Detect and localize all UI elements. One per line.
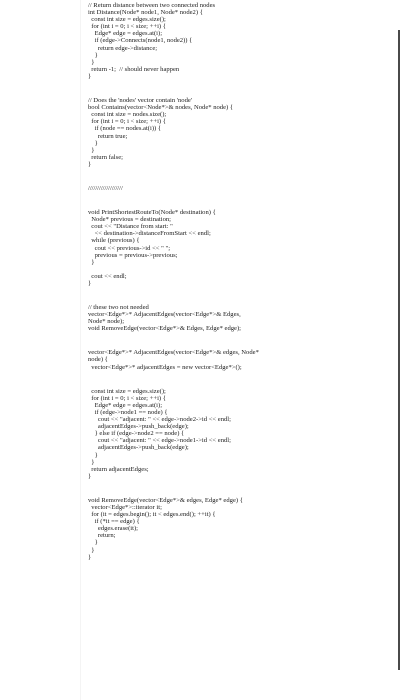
code-line: for (int i = 0; i < size; ++i) { — [88, 118, 166, 126]
code-line: } — [88, 546, 95, 554]
code-line: } else if (edge->node2 == node) { — [88, 430, 185, 438]
adjacent-edges-body-block — [88, 388, 404, 480]
code-line: } — [88, 451, 98, 459]
code-line: return edge->distance; — [88, 44, 158, 52]
code-line: if (edge->Connects(node1, node2)) { — [88, 37, 193, 45]
code-line: cout << "Distance from start: " — [88, 223, 173, 231]
code-line: void PrintShortestRouteTo(Node* destination) { — [88, 209, 216, 217]
code-line: cout << "adjacent: " << edge->node2->id << endl; — [88, 416, 231, 424]
code-line: cout << previous->id << " "; — [88, 244, 171, 252]
code-line: adjacentEdges->push_back(edge); — [88, 423, 189, 431]
code-line: if (edge->node1 == node) { — [88, 408, 168, 416]
code-line: // Return distance between two connected nodes — [88, 2, 216, 9]
code-line: const int size = edges.size(); — [88, 16, 166, 24]
code-line: // Does the 'nodes' vector contain 'node' — [88, 97, 192, 105]
code-line: } — [88, 279, 92, 287]
code-line: } — [88, 72, 92, 80]
code-line: cout << "adjacent: " << edge->node1->id << endl; — [88, 437, 231, 445]
code-line: vector<Edge*>* AdjacentEdges(vector<Edge*>& edges, Node* — [88, 349, 259, 357]
code-line: Node* node); — [88, 318, 125, 326]
code-line: return; — [88, 532, 116, 540]
declarations-block — [88, 304, 404, 332]
code-line: node) { — [88, 356, 108, 364]
code-line: } — [88, 160, 92, 168]
code-line: edges.erase(it); — [88, 525, 138, 533]
adjacent-edges-header-block — [88, 349, 404, 370]
code-line: const int size = nodes.size(); — [88, 111, 167, 119]
code-line: vector<Edge*>* adjacentEdges = new vector<Edge*>(); — [88, 363, 242, 371]
code-line: // these two not needed — [88, 304, 149, 311]
code-line: bool Contains(vector<Node*>& nodes, Node* node) { — [88, 104, 234, 112]
code-line: for (int i = 0; i < size; ++i) { — [88, 394, 166, 402]
code-line: << destination->distanceFromStart << endl; — [88, 230, 211, 238]
code-line: return true; — [88, 132, 128, 140]
code-line: if (*it == edge) { — [88, 518, 140, 526]
code-line: adjacentEdges->push_back(edge); — [88, 444, 189, 452]
code-line: } — [88, 553, 92, 561]
code-line: } — [88, 58, 95, 66]
code-line: return -1; // should never happen — [88, 65, 180, 73]
vertical-scroll-indicator — [398, 30, 400, 670]
code-line: void RemoveEdge(vector<Edge*>& Edges, Edge* edge); — [88, 325, 242, 333]
code-line: return adjacentEdges; — [88, 465, 149, 473]
code-line: const int size = edges.size(); — [88, 387, 166, 395]
code-line: Edge* edge = edges.at(i); — [88, 30, 163, 38]
distance-function-block — [88, 2, 404, 80]
code-line: Node* previous = destination; — [88, 216, 172, 224]
print-route-function-block — [88, 209, 404, 287]
code-line: while (previous) { — [88, 237, 140, 245]
code-listing — [88, 2, 404, 561]
code-line: } — [88, 51, 98, 59]
code-line: return false; — [88, 153, 123, 161]
code-line: } — [88, 472, 92, 480]
code-line: int Distance(Node* node1, Node* node2) { — [88, 9, 203, 17]
code-line: vector<Edge*>* AdjacentEdges(vector<Edge*>& Edges, — [88, 311, 241, 319]
comment-separator: /////////////////// — [88, 184, 123, 192]
remove-edge-function-block — [88, 497, 404, 561]
code-line: } — [88, 139, 98, 147]
code-line: void RemoveEdge(vector<Edge*>& edges, Edge* edge) { — [88, 496, 243, 504]
code-line: cout << endl; — [88, 272, 127, 280]
code-line: } — [88, 258, 95, 266]
code-line: for (int i = 0; i < size; ++i) { — [88, 23, 166, 31]
code-line: Edge* edge = edges.at(i); — [88, 401, 163, 409]
contains-function-block — [88, 97, 404, 168]
code-line: vector<Edge*>::iterator it; — [88, 503, 162, 511]
code-line: previous = previous->previous; — [88, 251, 178, 259]
code-line: for (it = edges.begin(); it < edges.end(); ++it) { — [88, 511, 216, 519]
code-line: } — [88, 539, 98, 547]
page-margin-line — [80, 0, 81, 700]
code-line: } — [88, 458, 95, 466]
code-line: if (node == nodes.at(i)) { — [88, 125, 162, 133]
code-line: } — [88, 146, 95, 154]
